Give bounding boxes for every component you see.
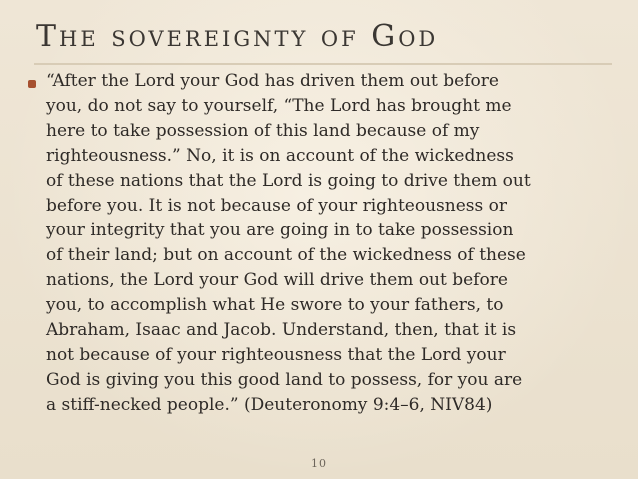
quote-line: nations, the Lord your God will drive them out before — [46, 270, 508, 291]
slide-title: The sovereignty of God — [36, 19, 439, 54]
quote-line: you, do not say to yourself, “The Lord has brought me — [46, 95, 512, 116]
square-bullet-icon — [28, 80, 36, 88]
quote-line: of their land; but on account of the wickedness of these — [46, 245, 526, 266]
quote-line: Abraham, Isaac and Jacob. Understand, then, that it is — [46, 320, 517, 341]
quote-line: “After the Lord your God has driven them out before — [46, 71, 499, 91]
scripture-quote — [46, 69, 626, 418]
quote-line: you, to accomplish what He swore to your fathers, to — [46, 295, 504, 316]
quote-line: God is giving you this good land to possess, for you are — [46, 369, 523, 390]
quote-line: righteousness.” No, it is on account of the wickedness — [46, 145, 514, 166]
quote-line: before you. It is not because of your righteousness or — [46, 195, 507, 216]
quote-line: here to take possession of this land because of my — [46, 120, 480, 141]
quote-line: not because of your righteousness that the Lord your — [46, 344, 506, 365]
quote-line: a stiff-necked people.” (Deuteronomy 9:4–6, NIV84) — [46, 394, 493, 415]
quote-line: of these nations that the Lord is going to drive them out — [46, 170, 531, 191]
page-number: 10 — [311, 457, 327, 470]
quote-line: your integrity that you are going in to take possession — [46, 220, 514, 241]
title-divider — [34, 63, 612, 65]
